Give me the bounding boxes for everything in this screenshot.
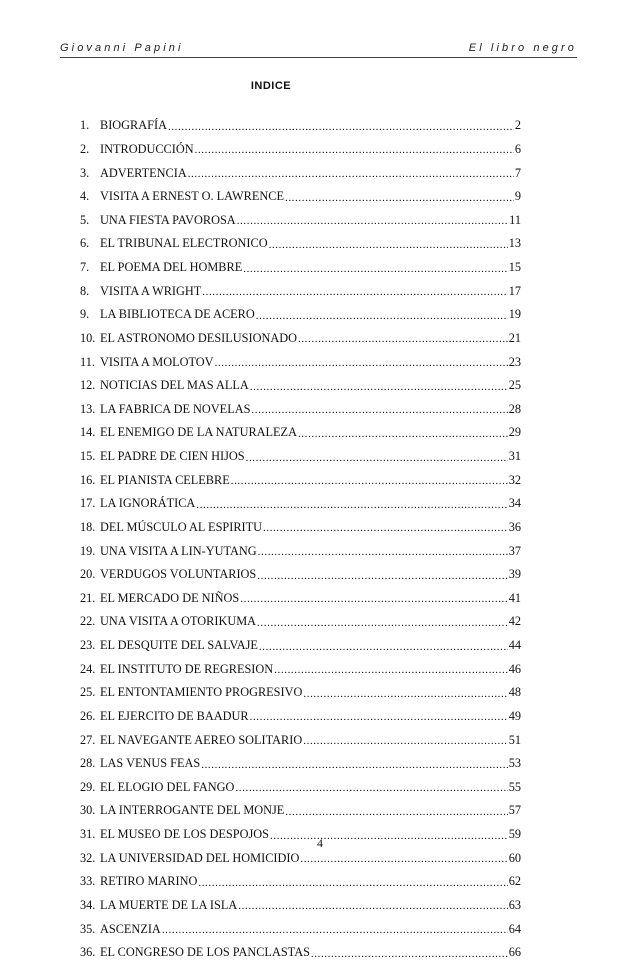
toc-entry-title: EL EJERCITO DE BAADUR (100, 708, 249, 723)
toc-entry[interactable] (80, 752, 521, 776)
toc-entry-title: NOTICIAS DEL MAS ALLA (100, 378, 249, 393)
toc-entry-number: 11. (80, 354, 95, 369)
toc-entry-number: 36. (80, 945, 96, 960)
toc-entry[interactable] (80, 398, 521, 422)
dot-leader (202, 284, 507, 298)
dot-leader (298, 426, 508, 440)
toc-entry[interactable] (80, 279, 521, 303)
toc-entry[interactable] (80, 114, 521, 138)
toc-entry-title: EL PIANISTA CELEBRE (100, 472, 230, 487)
toc-entry-page: 53 (508, 756, 521, 771)
toc-entry-page: 28 (508, 401, 521, 416)
dot-leader (274, 662, 508, 676)
toc-entry-number: 23. (80, 638, 96, 653)
toc-entry-page: 13 (508, 236, 521, 251)
dot-leader (231, 473, 508, 487)
toc-entry-title: LA IGNORÁTICA (100, 496, 196, 511)
toc-entry[interactable] (80, 303, 521, 327)
toc-entry-number: 7. (80, 260, 90, 275)
toc-entry-page: 37 (508, 543, 521, 558)
header-author: Giovanni Papini (60, 42, 184, 54)
toc-entry-number: 9. (80, 307, 90, 322)
toc-entry-page: 39 (508, 567, 521, 582)
toc-entry-title: VISITA A ERNEST O. LAWRENCE (100, 189, 284, 204)
toc-entry-number: 14. (80, 425, 96, 440)
toc-entry-number: 27. (80, 732, 96, 747)
toc-entry-title: ADVERTENCIA (100, 165, 187, 180)
toc-entry-page: 15 (508, 260, 521, 275)
toc-entry[interactable] (80, 185, 521, 209)
toc-entry-number: 26. (80, 708, 96, 723)
toc-entry-number: 15. (80, 449, 96, 464)
toc-entry[interactable] (80, 350, 521, 374)
toc-entry-number: 13. (80, 401, 96, 416)
toc-entry-page: 46 (508, 661, 521, 676)
toc-entry-page: 62 (508, 874, 521, 889)
dot-leader (195, 142, 514, 156)
toc-entry[interactable] (80, 681, 521, 705)
toc-entry-title: VERDUGOS VOLUNTARIOS (100, 567, 257, 582)
toc-entry-page: 34 (508, 496, 521, 511)
toc-entry-title: BIOGRAFÍA (100, 118, 167, 133)
toc-entry-title: LA FABRICA DE NOVELAS (100, 401, 251, 416)
page-number: 4 (317, 836, 323, 850)
dot-leader (168, 119, 514, 133)
toc-entry-number: 12. (80, 378, 96, 393)
toc-entry[interactable] (80, 539, 521, 563)
toc-entry[interactable] (80, 138, 521, 162)
toc-entry-page: 6 (514, 141, 521, 156)
toc-entry-number: 34. (80, 897, 96, 912)
toc-entry-title: EL MERCADO DE NIÑOS (100, 590, 240, 605)
toc-entry[interactable] (80, 327, 521, 351)
toc-entry-page: 51 (508, 732, 521, 747)
toc-entry-title: EL DESQUITE DEL SALVAJE (100, 638, 258, 653)
dot-leader (263, 520, 508, 534)
running-header (60, 41, 577, 58)
toc-entry-page: 2 (514, 118, 521, 133)
toc-entry-page: 32 (508, 472, 521, 487)
toc-entry-title: DEL MÚSCULO AL ESPIRITU (100, 519, 263, 534)
toc-entry[interactable] (80, 209, 521, 233)
toc-entry-title: EL ENTONTAMIENTO PROGRESIVO (100, 685, 303, 700)
dot-leader (237, 213, 508, 227)
toc-entry-title: LAS VENUS FEAS (100, 756, 201, 771)
dot-leader (311, 946, 508, 960)
header-book-title: El libro negro (468, 42, 577, 54)
toc-entry[interactable] (80, 657, 521, 681)
dot-leader (298, 331, 508, 345)
toc-entry-page: 44 (508, 638, 521, 653)
toc-entry-page: 29 (508, 425, 521, 440)
toc-entry-number: 30. (80, 803, 96, 818)
toc-entry[interactable] (80, 516, 521, 540)
toc-entry-title: EL CONGRESO DE LOS PANCLASTAS (100, 945, 310, 960)
index-title: INDICE (250, 80, 292, 92)
toc-entry-title: LA INTERROGANTE DEL MONJE (100, 803, 285, 818)
toc-entry-number: 10. (80, 330, 96, 345)
dot-leader (259, 639, 508, 653)
toc-entry-title: EL PADRE DE CIEN HIJOS (100, 449, 245, 464)
dot-leader (188, 166, 514, 180)
toc-entry[interactable] (80, 799, 521, 823)
dot-leader (198, 875, 507, 889)
toc-entry-title: LA UNIVERSIDAD DEL HOMICIDIO (100, 850, 300, 865)
toc-entry-number: 21. (80, 590, 96, 605)
dot-leader (196, 497, 507, 511)
toc-entry[interactable] (80, 468, 521, 492)
toc-entry-page: 31 (508, 449, 521, 464)
toc-entry-number: 35. (80, 921, 96, 936)
toc-entry-number: 24. (80, 661, 96, 676)
toc-entry[interactable] (80, 256, 521, 280)
toc-entry-title: LA MUERTE DE LA ISLA (100, 897, 238, 912)
toc-entry[interactable] (80, 492, 521, 516)
dot-leader (201, 757, 507, 771)
toc-entry[interactable] (80, 374, 521, 398)
toc-entry[interactable] (80, 587, 521, 611)
toc-entry-number: 33. (80, 874, 96, 889)
dot-leader (269, 237, 508, 251)
dot-leader (215, 355, 508, 369)
toc-entry-page: 55 (508, 779, 521, 794)
toc-entry[interactable] (80, 870, 521, 894)
toc-entry-number: 3. (80, 165, 90, 180)
dot-leader (303, 686, 507, 700)
toc-entry-page: 17 (508, 283, 521, 298)
toc-entry-page: 25 (508, 378, 521, 393)
toc-entry-title: VISITA A WRIGHT (100, 283, 202, 298)
dot-leader (246, 450, 508, 464)
toc-entry-title: UNA VISITA A LIN-YUTANG (100, 543, 257, 558)
toc-entry-number: 1. (80, 118, 90, 133)
toc-entry-number: 6. (80, 236, 90, 251)
toc-entry[interactable] (80, 941, 521, 965)
toc-entry-page: 11 (509, 212, 521, 227)
toc-entry-title: RETIRO MARINO (100, 874, 198, 889)
dot-leader (162, 922, 508, 936)
toc-entry-number: 29. (80, 779, 96, 794)
toc-entry-title: EL INSTITUTO DE REGRESION (100, 661, 274, 676)
toc-entry-page: 19 (508, 307, 521, 322)
toc-entry-number: 16. (80, 472, 96, 487)
toc-entry-title: EL ASTRONOMO DESILUSIONADO (100, 330, 297, 345)
toc-entry-page: 64 (508, 921, 521, 936)
toc-entry-number: 20. (80, 567, 96, 582)
toc-entry-title: VISITA A MOLOTOV (100, 354, 214, 369)
dot-leader (285, 804, 507, 818)
toc-entry-number: 8. (80, 283, 90, 298)
toc-entry-page: 36 (508, 519, 521, 534)
toc-entry-page: 60 (508, 850, 521, 865)
toc-entry[interactable] (80, 634, 521, 658)
dot-leader (251, 402, 507, 416)
toc-entry-title: EL TRIBUNAL ELECTRONICO (100, 236, 268, 251)
toc-entry-number: 17. (80, 496, 96, 511)
dot-leader (243, 261, 507, 275)
toc-entry-page: 7 (514, 165, 521, 180)
toc-entry-page: 57 (508, 803, 521, 818)
toc-entry-number: 4. (80, 189, 90, 204)
toc-entry[interactable] (80, 728, 521, 752)
toc-entry[interactable] (80, 705, 521, 729)
toc-entry-title: EL MUSEO DE LOS DESPOJOS (100, 827, 269, 842)
toc-entry[interactable] (80, 232, 521, 256)
dot-leader (238, 898, 507, 912)
toc-entry[interactable] (80, 776, 521, 800)
toc-entry[interactable] (80, 421, 521, 445)
toc-entry-title: EL POEMA DEL HOMBRE (100, 260, 243, 275)
toc-entry-title: ASCENZIA (100, 921, 161, 936)
toc-entry-page: 42 (508, 614, 521, 629)
toc-entry[interactable] (80, 917, 521, 941)
dot-leader (258, 544, 508, 558)
dot-leader (300, 851, 507, 865)
dot-leader (257, 568, 507, 582)
dot-leader (250, 709, 508, 723)
toc-entry[interactable] (80, 445, 521, 469)
toc-entry-page: 49 (508, 708, 521, 723)
toc-entry-title: EL ELOGIO DEL FANGO (100, 779, 235, 794)
toc-entry[interactable] (80, 894, 521, 918)
toc-entry-number: 2. (80, 141, 90, 156)
toc-entry-title: EL NAVEGANTE AEREO SOLITARIO (100, 732, 303, 747)
dot-leader (235, 780, 507, 794)
toc-entry-page: 41 (508, 590, 521, 605)
dot-leader (256, 308, 508, 322)
toc-entry-page: 59 (508, 827, 521, 842)
toc-entry-number: 5. (80, 212, 90, 227)
toc-entry-page: 23 (508, 354, 521, 369)
toc-entry[interactable] (80, 563, 521, 587)
toc-entry-number: 31. (80, 827, 96, 842)
toc-entry-page: 66 (508, 945, 521, 960)
dot-leader (303, 733, 507, 747)
toc-entry-page: 48 (508, 685, 521, 700)
toc-entry-title: EL ENEMIGO DE LA NATURALEZA (100, 425, 297, 440)
toc-entry[interactable] (80, 610, 521, 634)
toc-entry-title: LA BIBLIOTECA DE ACERO (100, 307, 255, 322)
toc-entry-number: 28. (80, 756, 96, 771)
dot-leader (240, 591, 507, 605)
toc-entry-title: INTRODUCCIÓN (100, 141, 194, 156)
toc-entry-number: 19. (80, 543, 96, 558)
dot-leader (285, 190, 514, 204)
toc-entry-page: 21 (508, 330, 521, 345)
toc-entry-number: 32. (80, 850, 96, 865)
toc-entry-number: 22. (80, 614, 96, 629)
toc-entry-number: 18. (80, 519, 96, 534)
toc-entry[interactable] (80, 161, 521, 185)
toc-entry-title: UNA VISITA A OTORIKUMA (100, 614, 257, 629)
toc-entry-page: 63 (508, 897, 521, 912)
toc-entry-page: 9 (514, 189, 521, 204)
toc-entry-number: 25. (80, 685, 96, 700)
dot-leader (257, 615, 508, 629)
dot-leader (250, 379, 508, 393)
toc-entry-title: UNA FIESTA PAVOROSA (100, 212, 236, 227)
